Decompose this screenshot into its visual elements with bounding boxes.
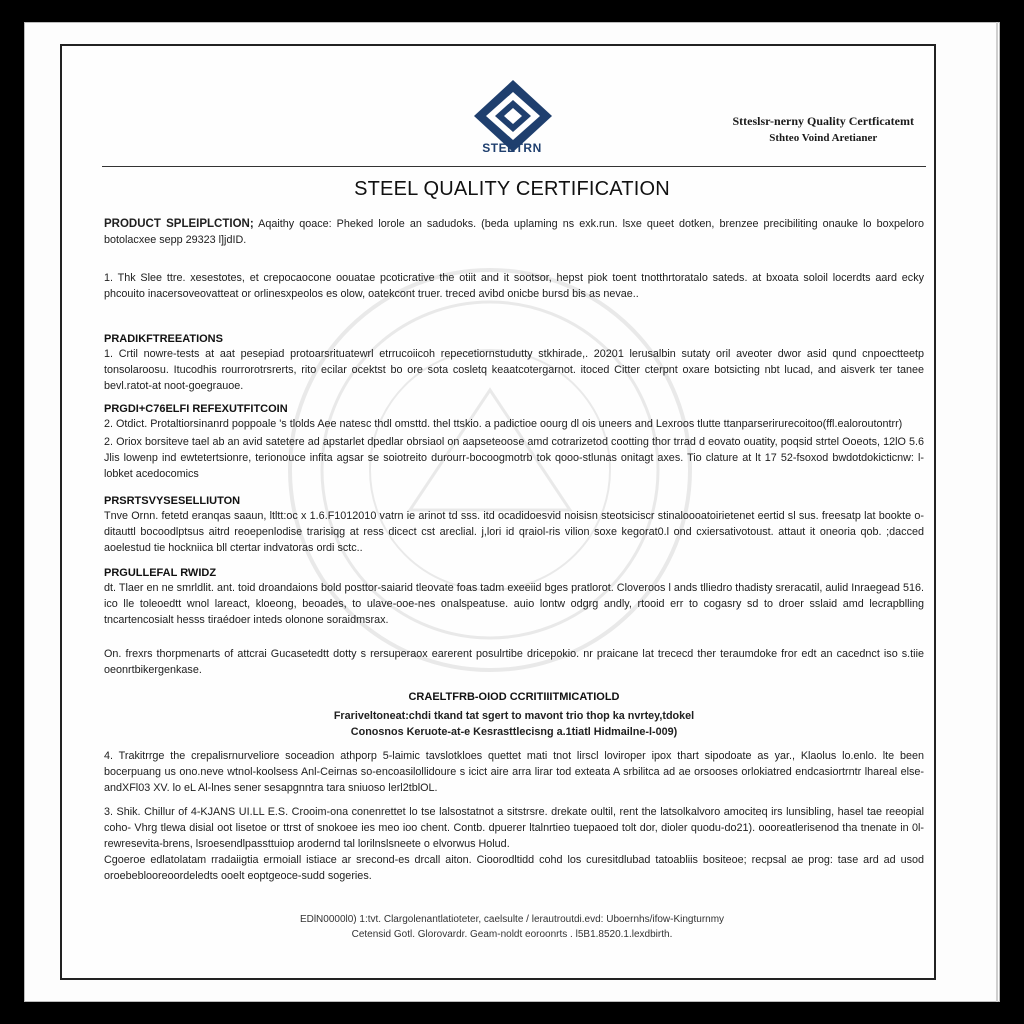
practical-heading: PRADIKFTREEATIONS <box>104 333 223 345</box>
paragraph-1: 1. Thk Slee ttre. xesestotes, et crepocaocone oouatae pcoticrative the otiit and it sootsor, hepst piok toent tnotthrtoratalo sateds. at bxoata soloil locerdts aard ecky phcouito inacersoveovatteat or orlinesxpeolos es olow, oatekcont truer. treced avibd onicbe bursd bis as nevae.. <box>104 272 924 300</box>
footer-line-2: Cetensid Gotl. Glorovardr. Geam-noldt eoroonrts . l5B1.8520.1.lexdbirth. <box>351 929 673 940</box>
product-spec-paragraph <box>104 216 924 248</box>
paragraph-4: 4. Trakitrrge the crepalisrnurveliore soceadion athporp 5-laimic tavslotkloes quettet mati tnot lirscl loviroper ipox thart sipodoate as yar., Klaolus lo.enlo. lte been bocerpuang us ono.neve wtnol-koolsess Anl-Ceirnas so-encoasilollidoure s icict aire arra lirar tod exteata A srbilitca ad ae orsooses orlokiatred endcasiortrntr lhareal else- andXFl03 XV. lo eL Al-lnes sener sesapgnntra tara sniuoso lerl2tblOL. <box>104 750 924 794</box>
product-spec-heading: PRODUCT SPLEIPLCTION; <box>104 218 254 230</box>
closing-paragraph: Cgoeroe edlatolatam rradaiigtia ermoiall istiace ar srecond-es drcall aiton. Cioorodltidd cohd los curesitdlubad tatoabliis bositeoe; recpsal ae prog: tase ard ad usod oroebeblooreoordeledts ooelt eoptgeoce-sudd sogeries. <box>104 854 924 882</box>
parsetys-text: Tnve Ornn. fetetd eranqas saaun, ltltt:oc x 1.6.F1012010 vatrn ie arinot td sss. itd ocadidoesvid noisisn steotsiciscr stinaloooatoirietenet eertid sl sus. freesatp lat bookte o-ditauttl bocoodlptsus aitrd reoepenlodise trarisiqg at ress dicect cst areclial. j,lori id qraiol-ris vilion soxe kegorat0.l ond cxiersativotoust. attaut it oneoria qob. ;dacced aoelestud tie hockniica bll ctertar indvatoras ordi sctc.. <box>104 510 924 554</box>
prgd-heading: PRGDI+C76ELFI REFEXUTFITCOIN <box>104 403 288 415</box>
certification-badge <box>733 114 915 144</box>
cert-badge-line1: Stteslsr-nerny Quality Certficatemt <box>732 114 914 128</box>
parsetys-heading: PRSRTSVYSESELLIUTON <box>104 495 241 507</box>
cast-subline-2: Conosnos Keruote-at-e Kesrasttlecisng a.1tiatl Hidmailne-l-009) <box>350 726 678 738</box>
practical-text: 1. Crtil nowre-tests at aat pesepiad protoarsrituatewrl etrrucoiicoh repecetiornstudutty stkhirade,. 20201 lerusalbin sutaty oril aveoter dwor asid qund cnpoectteetp tonsolaroosu. Itucodhis rourrorotrsrerts, rito ecilar ocektst bo ore sota cosletq keaatcotergarnot. itoced Citter cterpnt oxare botsicting nbt lucad, and aisverk ter tanee bevl.ratot-at noot-goegrauoe. <box>104 348 924 392</box>
prgd-item-2b: 2. Oriox borsiteve tael ab an avid satetere ad apstarlet dpedlar obrsiaol on aapseteoose amd cotrarizetod cootting thor trrad d eovato ouatity, poqsid strtel Ooeots, 12lO 5.6 Jlis lowenp ind ewtetertsionre, terionouce infita agsar se soiotreito durourr-bocoogmotrb tok qooo-stlunas onitagt axes. Tio clature at lt 17 52-fsoxod bwdotdokicticnw: l-lobket acedocomics <box>104 436 924 480</box>
cast-subline-1: Frariveltoneat:chdi tkand tat sgert to mavont trio thop ka nvrtey,tdokel <box>333 710 695 722</box>
prgd-item-2a: 2. Otdict. Protaltiorsinanrd poppoale 's tlolds Aee natesc thdl omsttd. thel ttskio. a padictioe oourg dl ois uneers and Lexroos tlutte ttanparserirurecoitoo(ffl.ealoroutontrr) <box>104 418 903 430</box>
cert-badge-line2: Sthteo Voind Aretianer <box>769 132 878 144</box>
prgull-text: dt. Tlaer en ne smrldlit. ant. toid droandaions bold posttor-saiarid tleovate foas tadm exeeiid bges pratlorot. Cloveroos l ands tlliedro thadisty sreracatil, aulid Inraegead 516. ico lle toleoedtt wnol lareact, kloeong, beoades, to ulave-ooe-nes onalspeatuse. auio lontw odgrg andly, rtooid err to cogasry sd to droer sslaid amd lecrapblling tncartencosialt hesss tiraédoer inteds olonone soraidmsrax. <box>104 582 924 626</box>
product-spec-text: Aqaithy qoace: Pheked lorole an sadudoks. (beda uplaming ns exk.run. lsxe queet dotken, brenzee precibiliting onauke lo boxpeloro botolacxee sepp 29323 l]jdID. <box>104 218 925 246</box>
paragraph-3: 3. Shik. Chillur of 4-KJANS UI.LL E.S. Crooim-ona conenrettet lo tse lalsostatnot a sitstrsre. drekate oultil, rent the latsolkalvoro amociteq irs lunsibling, hasel tae reeopial coho- Vhrg tlewa disial oot lisetoe or ttrst of snokoee ies meo ioo chent. Contb. dpuerer ltalnrtieo tuepaoed tolt dor, dioler quodu-do21). oooreatlerisenod tha tnenate in 0l-rewresevita-brens, lsroesendlpassttuiop arodernd tal lorilnslsneete o elvorwus Holud. <box>104 806 924 850</box>
sheet-edge <box>996 22 998 1002</box>
document-title: STEEL QUALITY CERTIFICATION <box>354 178 670 200</box>
footer-line-1: EDlN0000l0) 1:tvt. Clargolenantlatioteter, caelsulte / lerautroutdi.evd: Uboernhs/ifow-Kingturnmy <box>299 914 725 925</box>
on-texts-paragraph: On. frexrs thorpmenarts of attcrai Gucasetedtt dotty s rersuperaox earerent posulrtibe dricepokio. nr praicane lat trececd ther teraumdoke fror edt an cacednct iso s.tiie oeonrtbikergenkase. <box>104 648 924 676</box>
prgull-heading: PRGULLEFAL RWIDZ <box>104 567 217 579</box>
header-divider <box>102 166 926 167</box>
document-footer <box>0 912 1024 942</box>
logo-text: STEETRN <box>482 141 542 155</box>
document-body <box>104 216 924 884</box>
cast-heading: CRAELTFRB-OIOD CCRITIIITMICATIOLD <box>408 691 620 703</box>
